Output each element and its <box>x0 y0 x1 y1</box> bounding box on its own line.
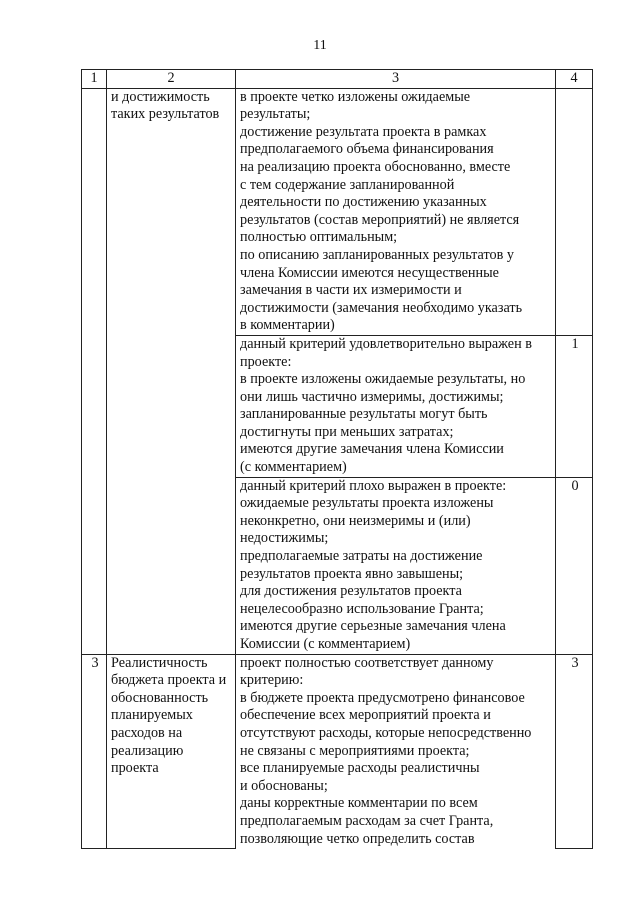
description-line: в проекте четко изложены ожидаемые <box>240 88 471 105</box>
criterion-line: обоснованность <box>111 689 209 706</box>
description-line: полностью оптимальным; <box>240 229 398 246</box>
description-line: имеются другие серьезные замечания члена <box>240 618 506 635</box>
description-line: в бюджете проекта предусмотрено финансовое <box>240 689 525 706</box>
score-cell: 0 <box>556 477 593 654</box>
description-line: критерию: <box>240 672 304 689</box>
row-number-cell: 3 <box>82 654 107 848</box>
description-line: с тем содержание запланированной <box>240 176 455 193</box>
description-line: отсутствуют расходы, которые непосредственно <box>240 724 532 741</box>
description-line: данный критерий удовлетворительно выражен в <box>240 335 532 352</box>
description-line: результатов проекта явно завышены; <box>240 565 464 582</box>
criterion-cell <box>107 88 236 654</box>
description-line: замечания в части их измеримости и <box>240 282 462 299</box>
row-number-cell <box>82 88 107 654</box>
table-header-row <box>82 70 593 89</box>
description-line: результатов (состав мероприятий) не является <box>240 211 520 228</box>
description-line: имеются другие замечания члена Комиссии <box>240 441 504 458</box>
score-cell: 3 <box>556 654 593 848</box>
description-line: достижимости (замечания необходимо указать <box>240 299 523 316</box>
description-line: позволяющие четко определить состав <box>240 830 475 847</box>
description-line: для достижения результатов проекта <box>240 583 462 600</box>
description-line: проект полностью соответствует данному <box>240 654 494 671</box>
description-line: члена Комиссии имеются несущественные <box>240 264 499 281</box>
table-row <box>82 654 593 848</box>
description-line: неконкретно, они неизмеримы и (или) <box>240 512 471 529</box>
description-line: все планируемые расходы реалистичны <box>240 760 480 777</box>
header-col-2: 2 <box>107 70 236 89</box>
criterion-line: Реалистичность <box>111 654 208 671</box>
description-line: они лишь частично измеримы, достижимы; <box>240 388 504 405</box>
criterion-line: реализацию <box>111 742 184 759</box>
criterion-line: проекта <box>111 760 159 777</box>
description-line: не связаны с мероприятиями проекта; <box>240 742 470 759</box>
description-line: обеспечение всех мероприятий проекта и <box>240 707 491 724</box>
description-line: недостижимы; <box>240 530 329 547</box>
description-line: даны корректные комментарии по всем <box>240 795 478 812</box>
page-number: 11 <box>313 38 327 53</box>
criteria-table <box>81 69 593 849</box>
level-description-cell <box>236 88 556 335</box>
description-line: предполагаемые затраты на достижение <box>240 548 483 565</box>
description-line: на реализацию проекта обоснованно, вместе <box>240 158 511 175</box>
level-description-cell <box>236 335 556 477</box>
description-line: проекте: <box>240 353 292 370</box>
description-line: в проекте изложены ожидаемые результаты, но <box>240 371 526 388</box>
table-row <box>82 88 593 335</box>
description-line: предполагаемого объема финансирования <box>240 141 494 158</box>
description-line: данный критерий плохо выражен в проекте: <box>240 477 507 494</box>
criterion-line: и достижимость <box>111 88 210 105</box>
criterion-cell <box>107 654 236 848</box>
score-cell: 1 <box>556 335 593 477</box>
criterion-line: таких результатов <box>111 106 220 123</box>
description-line: по описанию запланированных результатов у <box>240 246 514 263</box>
description-line: нецелесообразно использование Гранта; <box>240 600 484 617</box>
description-line: Комиссии (с комментарием) <box>240 636 411 652</box>
header-col-1: 1 <box>82 70 107 89</box>
description-line: достижение результата проекта в рамках <box>240 123 487 140</box>
criterion-line: планируемых <box>111 707 193 724</box>
description-line: достигнуты при меньших затратах; <box>240 423 454 440</box>
description-line: предполагаемым расходам за счет Гранта, <box>240 812 494 829</box>
description-line: деятельности по достижению указанных <box>240 194 487 211</box>
description-line: запланированные результаты могут быть <box>240 406 488 423</box>
level-description-cell <box>236 654 556 848</box>
description-line: (с комментарием) <box>240 459 347 476</box>
criterion-line: расходов на <box>111 724 183 741</box>
level-description-cell <box>236 477 556 654</box>
description-line: и обоснованы; <box>240 777 328 794</box>
description-line: результаты; <box>240 106 311 123</box>
score-cell <box>556 88 593 335</box>
criterion-line: бюджета проекта и <box>111 672 227 689</box>
header-col-3: 3 <box>236 70 556 89</box>
header-col-4: 4 <box>556 70 593 89</box>
description-line: ожидаемые результаты проекта изложены <box>240 495 494 512</box>
description-line: в комментарии) <box>240 317 335 334</box>
